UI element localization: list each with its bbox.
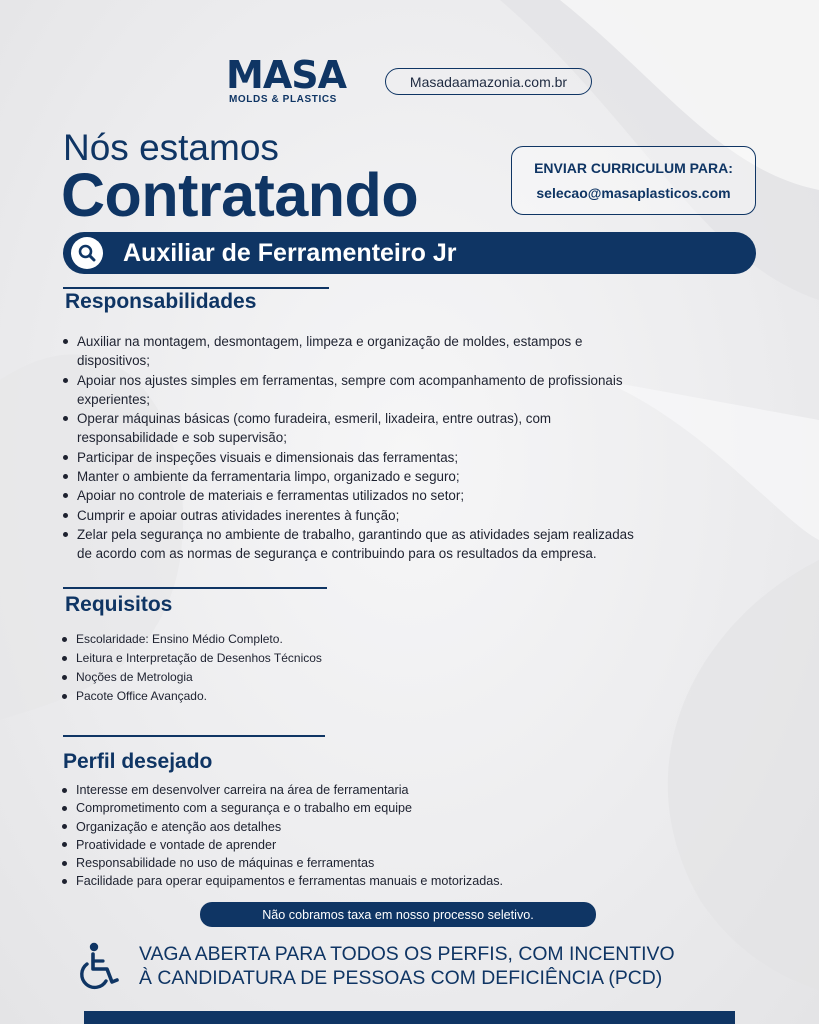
requirements-title: Requisitos: [65, 593, 173, 616]
list-item-line: experientes;: [77, 391, 150, 407]
list-item: [63, 467, 743, 486]
list-item: Facilidade para operar equipamentos e ferramentas manuais e motorizadas.: [62, 872, 662, 890]
search-icon: [71, 237, 103, 269]
pcd-line2: À CANDIDATURA DE PESSOAS COM DEFICIÊNCIA (PCD): [139, 967, 663, 989]
list-item: [63, 371, 743, 410]
list-item-line: Participar de inspeções visuais e dimensionais das ferramentas;: [77, 449, 459, 465]
headline-line2: Contratando: [61, 161, 419, 229]
fee-notice-badge: Não cobramos taxa em nosso processo seletivo.: [200, 902, 596, 927]
job-title: Auxiliar de Ferramenteiro Jr: [123, 238, 457, 267]
wheelchair-icon: [77, 942, 125, 995]
section-divider: [63, 287, 329, 289]
list-item-line: de acordo com as normas de segurança e contribuindo para os resultados da empresa.: [77, 546, 597, 562]
pcd-line1: VAGA ABERTA PARA TODOS OS PERFIS, COM INCENTIVO: [139, 943, 675, 965]
job-title-bar: [63, 232, 756, 274]
headline-line1: Nós estamos: [63, 127, 279, 168]
send-cv-title: ENVIAR CURRICULUM PARA:: [534, 160, 733, 176]
section-divider: [63, 735, 325, 737]
logo-tagline: MOLDS & PLASTICS: [229, 94, 337, 105]
profile-list: [62, 781, 662, 891]
send-cv-email[interactable]: selecao@masaplasticos.com: [536, 185, 731, 201]
footer-band: [84, 1011, 735, 1024]
responsibilities-title: Responsabilidades: [65, 290, 257, 313]
list-item: Noções de Metrologia: [62, 668, 562, 687]
list-item-line: responsabilidade e sob supervisão;: [77, 430, 287, 446]
list-item-line: Zelar pela segurança no ambiente de trabalho, garantindo que as atividades sejam realizadas: [77, 526, 634, 542]
list-item: [63, 448, 743, 467]
list-item: Responsabilidade no uso de máquinas e ferramentas: [62, 854, 662, 872]
list-item: [63, 486, 743, 505]
list-item-line: Auxiliar na montagem, desmontagem, limpeza e organização de moldes, estampos e: [77, 334, 583, 349]
list-item: Pacote Office Avançado.: [62, 687, 562, 706]
pcd-notice: [139, 942, 675, 990]
list-item-line: Operar máquinas básicas (como furadeira, esmeril, lixadeira, entre outras), com: [77, 411, 552, 427]
list-item-line: Manter o ambiente da ferramentaria limpo, organizado e seguro;: [77, 469, 460, 485]
responsibilities-list: [63, 332, 743, 564]
website-link[interactable]: Masadaamazonia.com.br: [385, 68, 592, 95]
list-item: [63, 506, 743, 525]
send-cv-box: [511, 146, 756, 215]
list-item: Proatividade e vontade de aprender: [62, 836, 662, 854]
profile-title: Perfil desejado: [63, 750, 213, 773]
list-item: Organização e atenção aos detalhes: [62, 818, 662, 836]
list-item: Leitura e Interpretação de Desenhos Técnicos: [62, 649, 562, 668]
logo-wordmark: MASA: [226, 53, 347, 97]
company-logo: [226, 53, 354, 105]
list-item: [63, 525, 743, 564]
list-item: Comprometimento com a segurança e o trabalho em equipe: [62, 799, 662, 817]
list-item: [63, 332, 743, 371]
requirements-list: [62, 630, 562, 706]
list-item-line: Cumprir e apoiar outras atividades inerentes à função;: [77, 507, 400, 523]
list-item: [63, 409, 743, 448]
list-item-line: dispositivos;: [77, 353, 150, 369]
list-item-line: Apoiar no controle de materiais e ferramentas utilizados no setor;: [77, 488, 465, 504]
list-item-line: Apoiar nos ajustes simples em ferramentas, sempre com acompanhamento de profissionais: [77, 372, 623, 388]
section-divider: [63, 587, 327, 589]
list-item: Escolaridade: Ensino Médio Completo.: [62, 630, 562, 649]
list-item: Interesse em desenvolver carreira na área de ferramentaria: [62, 781, 662, 799]
